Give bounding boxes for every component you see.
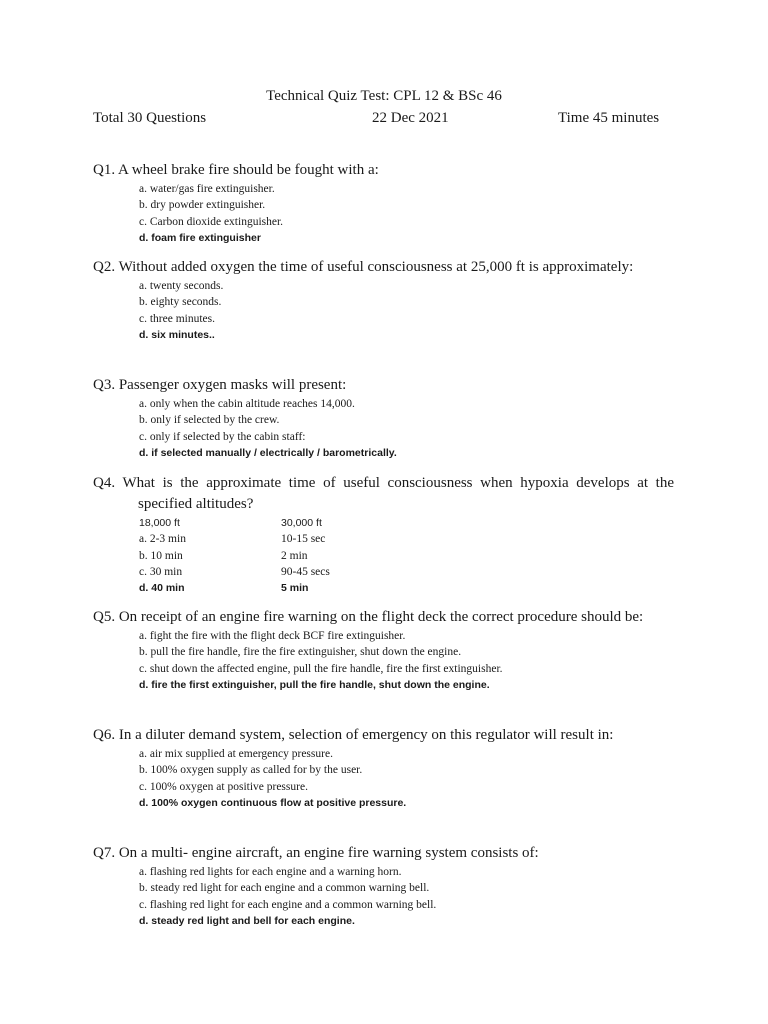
altitude-table [139,515,674,596]
option-b: b. eighty seconds. [139,296,222,309]
option-c: c. three minutes. [139,312,216,325]
table-cell: b. 10 min [139,549,183,562]
table-row [139,548,674,564]
option-b: b. dry powder extinguisher. [139,199,266,212]
options-list [139,864,674,929]
question-2 [93,257,674,343]
question-number: Q1. [93,162,116,178]
question-text: A wheel brake fire should be fought with a: [118,162,379,178]
question-text: On receipt of an engine fire warning on the flight deck the correct procedure should be: [118,609,644,625]
question-number: Q6. [93,727,116,743]
option-a: a. twenty seconds. [139,280,224,292]
time-limit: Time 45 minutes [558,110,660,126]
option-a: a. only when the cabin altitude reaches 14,000. [139,398,355,410]
total-questions: Total 30 Questions [93,110,207,126]
option-a: a. air mix supplied at emergency pressure. [139,748,333,760]
question-stem [93,375,674,396]
option-d: d. steady red light and bell for each engine. [139,914,355,927]
column-header: 30,000 ft [281,517,322,529]
question-1 [93,160,674,246]
question-stem [93,160,674,181]
question-text: In a diluter demand system, selection of emergency on this regulator will result in: [118,727,614,743]
table-cell: c. 30 min [139,565,183,578]
options-list [139,396,674,461]
option-b: b. only if selected by the crew. [139,414,280,427]
question-number: Q7. [93,845,116,861]
question-text: On a multi- engine aircraft, an engine fire warning system consists of: [118,845,539,861]
question-number: Q2. [93,259,116,275]
question-stem [93,843,674,864]
question-5 [93,607,674,693]
option-d: d. if selected manually / electrically / barometrically. [139,446,397,459]
question-stem [93,607,674,628]
option-c: c. only if selected by the cabin staff: [139,430,306,443]
options-list [139,628,674,693]
question-stem [93,725,674,746]
options-list [139,181,674,246]
question-stem [93,257,674,278]
table-header [139,515,674,531]
question-number: Q5. [93,609,116,625]
question-text: Passenger oxygen masks will present: [118,377,347,393]
question-number: Q3. [93,377,116,393]
option-c: c. Carbon dioxide extinguisher. [139,215,284,228]
options-list [139,278,674,343]
option-d: d. six minutes.. [139,328,215,341]
table-cell: 5 min [281,582,309,595]
option-b: b. steady red light for each engine and a common warning bell. [139,882,430,895]
table-cell: 10-15 sec [281,533,326,546]
option-a: a. fight the fire with the flight deck BCF fire extinguisher. [139,630,406,642]
table-cell: 90-45 secs [281,565,330,578]
table-row [139,564,674,580]
question-text: What is the approximate time of useful consciousness when hypoxia develops at the specified altitudes? [122,475,675,512]
question-stem [93,473,674,515]
column-header: 18,000 ft [139,517,180,529]
table-cell: 2 min [281,549,308,562]
option-d: d. foam fire extinguisher [139,231,261,244]
question-4 [93,473,674,596]
option-d: d. fire the first extinguisher, pull the fire handle, shut down the engine. [139,678,490,691]
option-c: c. 100% oxygen at positive pressure. [139,780,308,793]
quiz-date: 22 Dec 2021 [372,110,449,126]
option-d: d. 100% oxygen continuous flow at positive pressure. [139,796,407,809]
option-b: b. 100% oxygen supply as called for by the user. [139,764,363,777]
question-text: Without added oxygen the time of useful consciousness at 25,000 ft is approximately: [118,259,634,275]
table-cell: a. 2-3 min [139,533,186,546]
option-a: a. flashing red lights for each engine and a warning horn. [139,866,402,878]
option-a: a. water/gas fire extinguisher. [139,183,275,195]
question-7 [93,843,674,929]
quiz-title: Technical Quiz Test: CPL 12 & BSc 46 [266,88,502,104]
option-c: c. flashing red light for each engine and a common warning bell. [139,898,437,911]
option-c: c. shut down the affected engine, pull the fire handle, fire the first extinguisher. [139,662,503,675]
table-row [139,531,674,547]
question-6 [93,725,674,811]
table-cell: d. 40 min [139,582,185,595]
option-b: b. pull the fire handle, fire the fire extinguisher, shut down the engine. [139,646,462,659]
table-row [139,580,674,596]
question-3 [93,375,674,461]
options-list [139,746,674,811]
question-number: Q4. [93,475,116,491]
